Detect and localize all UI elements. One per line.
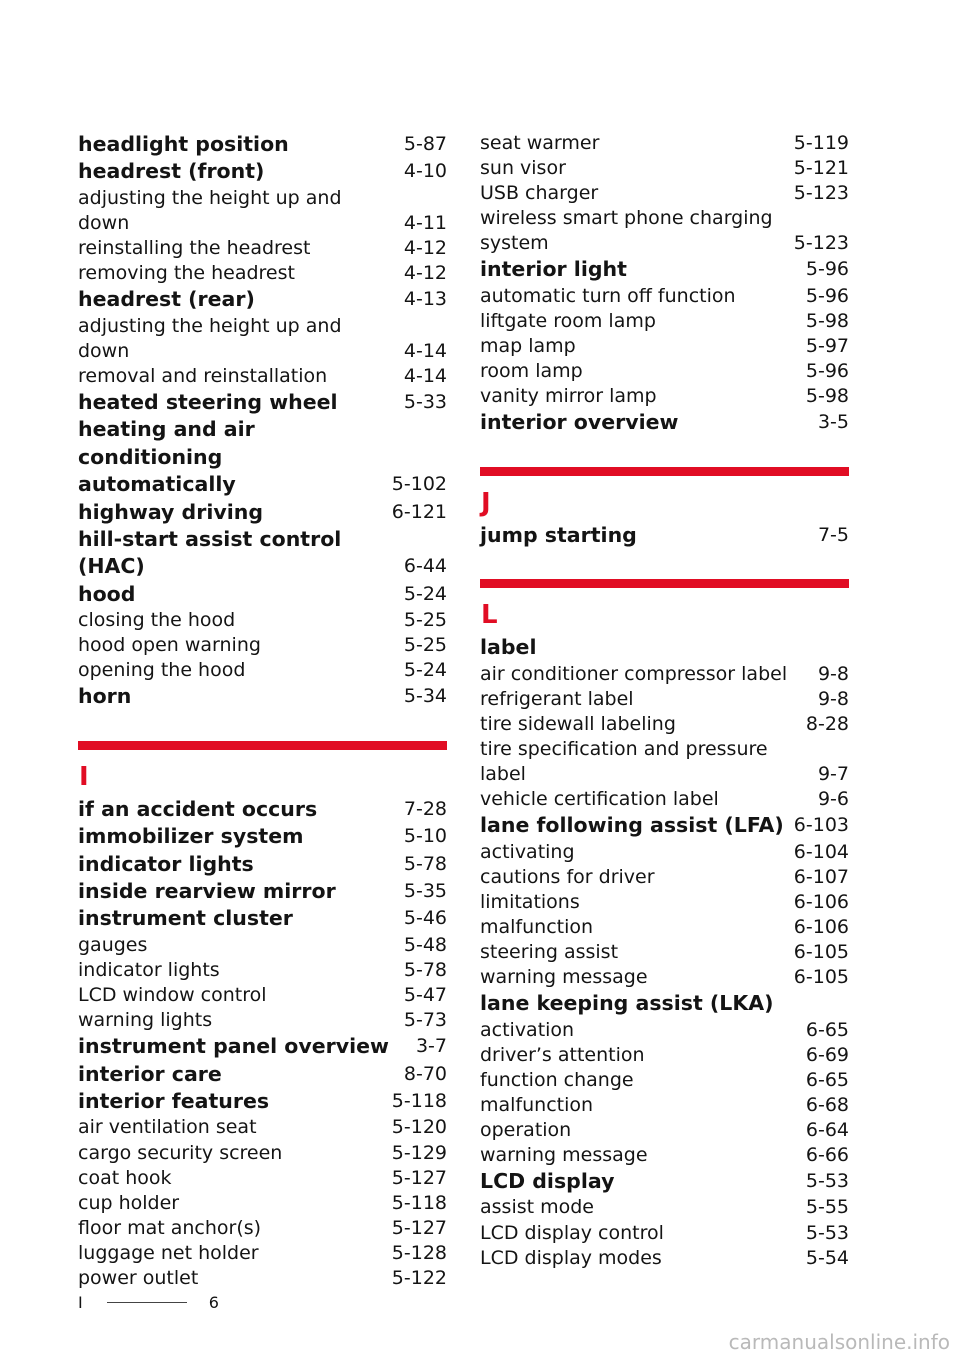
entry-label: luggage net holder: [78, 1241, 259, 1264]
entry-page: 5-127: [391, 1166, 447, 1189]
entry-page: 6-103: [793, 814, 849, 837]
section-letter: J: [481, 487, 491, 518]
entry-label: LCD display modes: [480, 1246, 662, 1269]
index-entry: [78, 286, 447, 313]
section-header: [480, 467, 849, 520]
entry-label: tire specification and pressure label: [480, 737, 768, 785]
index-entry: [480, 1168, 849, 1195]
entry-page: 5-24: [403, 659, 447, 682]
entry-page: 5-48: [403, 933, 447, 956]
entry-page: 5-33: [403, 390, 447, 413]
entry-label: interior features: [78, 1089, 270, 1114]
entry-label: if an accident occurs: [78, 796, 318, 821]
section-letter: L: [481, 600, 498, 631]
entry-label: lane keeping assist (LKA): [480, 991, 774, 1016]
entry-label: headrest (front): [78, 159, 265, 184]
index-subentry: [480, 284, 849, 309]
entry-page: 5-120: [391, 1116, 447, 1139]
entry-page: 6-105: [793, 940, 849, 963]
entry-page: 6-69: [805, 1043, 849, 1066]
entry-label: instrument panel overview: [78, 1034, 389, 1059]
entry-label: steering assist: [480, 940, 619, 963]
entry-page: 5-96: [805, 360, 849, 383]
entry-page: 6-64: [805, 1118, 849, 1141]
entry-page: 5-97: [805, 335, 849, 358]
entry-page: 4-11: [403, 211, 447, 234]
entry-label: indicator lights: [78, 851, 254, 876]
index-entry: [480, 634, 849, 661]
entry-page: 5-118: [391, 1191, 447, 1214]
index-subentry: [480, 1093, 849, 1118]
index-subentry: [480, 890, 849, 915]
index-subentry: [480, 206, 849, 256]
entry-label: air conditioner compressor label: [480, 662, 788, 685]
index-subentry: [78, 1216, 447, 1241]
entry-page: 5-122: [391, 1267, 447, 1289]
entry-label: jump starting: [480, 522, 637, 547]
entry-label: activation: [480, 1018, 575, 1041]
index-subentry: [78, 608, 447, 633]
entry-page: 4-13: [403, 288, 447, 311]
entry-page: 5-55: [805, 1196, 849, 1219]
index-entry: [480, 990, 849, 1017]
index-subentry: [78, 633, 447, 658]
index-subentry: [78, 364, 447, 389]
index-entry: [78, 526, 447, 581]
index-entry: [480, 256, 849, 283]
entry-page: 5-96: [805, 284, 849, 307]
entry-label: lane following assist (LFA): [480, 813, 784, 838]
entry-page: 6-65: [805, 1068, 849, 1091]
index-subentry: [78, 983, 447, 1008]
entry-page: 5-54: [805, 1246, 849, 1269]
section-letter: I: [79, 761, 89, 792]
entry-page: 5-78: [403, 852, 447, 875]
entry-label: driver’s attention: [480, 1043, 645, 1066]
index-entry: [78, 1061, 447, 1088]
index-subentry: [480, 1018, 849, 1043]
entry-label: interior overview: [480, 410, 679, 435]
index-subentry: [480, 940, 849, 965]
entry-page: 7-5: [817, 523, 849, 546]
entry-label: warning message: [480, 1143, 648, 1166]
entry-page: 7-28: [403, 797, 447, 820]
index-entry: [78, 416, 447, 498]
index-subentry: [78, 658, 447, 683]
entry-label: vanity mirror lamp: [480, 385, 657, 408]
entry-label: removing the headrest: [78, 262, 295, 285]
entry-page: 5-118: [391, 1090, 447, 1113]
entry-label: reinstalling the headrest: [78, 237, 311, 259]
entry-label: horn: [78, 684, 132, 709]
entry-label: power outlet: [78, 1267, 199, 1289]
entry-page: 6-106: [793, 915, 849, 938]
entry-label: closing the hood: [78, 609, 236, 632]
entry-label: highway driving: [78, 499, 264, 524]
index-subentry: [480, 1143, 849, 1168]
index-subentry: [78, 1191, 447, 1216]
index-subentry: [480, 712, 849, 737]
index-entry: [78, 851, 447, 878]
entry-page: 6-104: [793, 840, 849, 863]
entry-label: hood open warning: [78, 634, 261, 657]
entry-label: cup holder: [78, 1191, 180, 1214]
entry-page: 5-53: [805, 1221, 849, 1244]
index-entry: [78, 905, 447, 932]
index-entry: [78, 683, 447, 710]
section-header: [480, 579, 849, 632]
index-subentry: [480, 156, 849, 181]
entry-page: 6-105: [793, 966, 849, 988]
entry-label: refrigerant label: [480, 687, 634, 710]
entry-label: hill-start assist control (HAC): [78, 526, 342, 579]
footer-page-number: 6: [208, 1292, 219, 1312]
entry-page: 8-70: [403, 1062, 447, 1085]
entry-page: 5-46: [403, 907, 447, 930]
entry-label: malfunction: [480, 915, 594, 938]
entry-label: activating: [480, 840, 575, 863]
index-subentry: [480, 662, 849, 687]
entry-label: floor mat anchor(s): [78, 1216, 262, 1239]
index-entry: [78, 823, 447, 850]
entry-page: 5-127: [391, 1216, 447, 1239]
entry-page: 6-66: [805, 1143, 849, 1166]
entry-page: 8-28: [805, 712, 849, 735]
entry-page: 5-96: [805, 258, 849, 281]
entry-label: removal and reinstallation: [78, 364, 328, 387]
index-subentry: [480, 840, 849, 865]
footer-section-letter: I: [78, 1292, 83, 1312]
entry-page: 5-123: [793, 182, 849, 205]
entry-page: 5-98: [805, 309, 849, 332]
index-subentry: [78, 958, 447, 983]
entry-label: cautions for driver: [480, 865, 655, 888]
index-subentry: [480, 1118, 849, 1143]
index-entry: [78, 796, 447, 823]
entry-label: heated steering wheel: [78, 389, 338, 414]
entry-page: 3-7: [415, 1035, 447, 1058]
entry-page: 6-121: [391, 500, 447, 523]
index-subentry: [78, 1266, 447, 1291]
entry-page: 5-24: [403, 582, 447, 605]
entry-label: function change: [480, 1068, 634, 1091]
entry-page: 5-87: [403, 133, 447, 155]
entry-label: limitations: [480, 890, 580, 913]
index-subentry: [78, 186, 447, 236]
entry-page: 5-129: [391, 1141, 447, 1164]
entry-page: 6-44: [403, 555, 447, 578]
entry-page: 5-102: [391, 473, 447, 496]
entry-label: USB charger: [480, 182, 599, 205]
entry-page: 5-47: [403, 984, 447, 1007]
index-subentry: [480, 1043, 849, 1068]
entry-label: gauges: [78, 933, 148, 956]
entry-label: instrument cluster: [78, 906, 293, 931]
index-subentry: [78, 236, 447, 261]
entry-page: 6-68: [805, 1093, 849, 1116]
index-entry: [78, 499, 447, 526]
entry-page: 5-73: [403, 1009, 447, 1032]
entry-label: immobilizer system: [78, 824, 304, 849]
entry-label: LCD display: [480, 1169, 615, 1194]
entry-page: 6-106: [793, 890, 849, 913]
entry-label: heating and air conditioning automatically: [78, 417, 255, 497]
index-subentry: [78, 1008, 447, 1033]
entry-label: vehicle certification label: [480, 788, 719, 811]
entry-label: LCD window control: [78, 984, 267, 1007]
entry-label: assist mode: [480, 1196, 594, 1219]
index-subentry: [480, 737, 849, 787]
index-subentry: [480, 334, 849, 359]
entry-label: room lamp: [480, 360, 583, 383]
index-entry: [480, 409, 849, 436]
entry-page: 4-12: [403, 237, 447, 259]
entry-label: adjusting the height up and down: [78, 314, 342, 362]
entry-page: 5-128: [391, 1241, 447, 1264]
entry-label: seat warmer: [480, 132, 600, 154]
entry-page: 6-107: [793, 865, 849, 888]
section-bar: [480, 579, 849, 588]
entry-label: headlight position: [78, 132, 289, 156]
index-subentry: [480, 1068, 849, 1093]
entry-label: tire sidewall labeling: [480, 712, 676, 735]
index-subentry: [480, 1221, 849, 1246]
index-subentry: [78, 1115, 447, 1140]
index-subentry: [480, 359, 849, 384]
entry-page: 4-12: [403, 262, 447, 285]
entry-label: warning lights: [78, 1009, 213, 1032]
index-entry: [78, 131, 447, 158]
index-entry: [78, 1033, 447, 1060]
entry-page: 4-14: [403, 339, 447, 362]
index-subentry: [78, 1241, 447, 1266]
index-entry: [480, 522, 849, 549]
index-entry: [78, 581, 447, 608]
index-entry: [480, 812, 849, 839]
entry-page: 9-8: [817, 687, 849, 710]
entry-page: 5-25: [403, 634, 447, 657]
entry-label: sun visor: [480, 157, 566, 180]
index-subentry: [78, 261, 447, 286]
entry-page: 9-7: [817, 762, 849, 785]
entry-page: 5-34: [403, 685, 447, 708]
entry-label: liftgate room lamp: [480, 309, 656, 332]
entry-label: wireless smart phone charging system: [480, 207, 773, 255]
index-subentry: [480, 1246, 849, 1271]
entry-page: 5-123: [793, 232, 849, 255]
entry-page: 5-119: [793, 132, 849, 154]
entry-label: warning message: [480, 966, 648, 988]
entry-label: interior care: [78, 1061, 222, 1086]
index-subentry: [480, 965, 849, 990]
entry-page: 6-65: [805, 1018, 849, 1041]
index-entry: [78, 389, 447, 416]
index-column-left: [78, 131, 447, 1291]
index-subentry: [480, 687, 849, 712]
section-bar: [78, 741, 447, 750]
entry-label: indicator lights: [78, 958, 220, 981]
index-subentry: [480, 309, 849, 334]
section-bar: [480, 467, 849, 476]
entry-page: 5-121: [793, 157, 849, 180]
entry-label: automatic turn off function: [480, 284, 736, 307]
entry-label: map lamp: [480, 335, 576, 358]
entry-label: label: [480, 635, 537, 660]
entry-label: headrest (rear): [78, 287, 255, 312]
index-entry: [78, 1088, 447, 1115]
index-subentry: [480, 131, 849, 156]
entry-label: coat hook: [78, 1166, 172, 1189]
footer-rule: [107, 1302, 187, 1303]
entry-label: cargo security screen: [78, 1141, 283, 1164]
entry-page: 9-6: [817, 788, 849, 811]
section-header: [78, 741, 447, 794]
entry-page: 9-8: [817, 662, 849, 685]
entry-page: 5-25: [403, 609, 447, 632]
entry-label: malfunction: [480, 1093, 594, 1116]
entry-page: 5-98: [805, 385, 849, 408]
index-subentry: [480, 181, 849, 206]
entry-label: LCD display control: [480, 1221, 664, 1244]
index-subentry: [480, 787, 849, 812]
index-subentry: [480, 1195, 849, 1220]
entry-page: 5-35: [403, 880, 447, 903]
entry-label: opening the hood: [78, 659, 246, 682]
entry-page: 4-14: [403, 364, 447, 387]
entry-label: hood: [78, 581, 136, 606]
index-subentry: [480, 384, 849, 409]
index-subentry: [78, 933, 447, 958]
watermark: carmanualsonline.info: [728, 1330, 950, 1354]
entry-label: air ventilation seat: [78, 1116, 257, 1139]
entry-label: interior light: [480, 257, 627, 282]
entry-label: operation: [480, 1118, 572, 1141]
index-entry: [78, 158, 447, 185]
index-column-right: [480, 131, 849, 1271]
index-subentry: [78, 1166, 447, 1191]
entry-page: 5-10: [403, 825, 447, 848]
index-subentry: [78, 1141, 447, 1166]
entry-label: adjusting the height up and down: [78, 186, 342, 234]
entry-label: inside rearview mirror: [78, 879, 336, 904]
index-subentry: [78, 314, 447, 364]
index-entry: [78, 878, 447, 905]
entry-page: 3-5: [817, 411, 849, 434]
entry-page: 4-10: [403, 160, 447, 183]
entry-page: 5-78: [403, 958, 447, 981]
index-subentry: [480, 865, 849, 890]
page-footer: [78, 1290, 219, 1314]
entry-page: 5-53: [805, 1170, 849, 1193]
index-subentry: [480, 915, 849, 940]
